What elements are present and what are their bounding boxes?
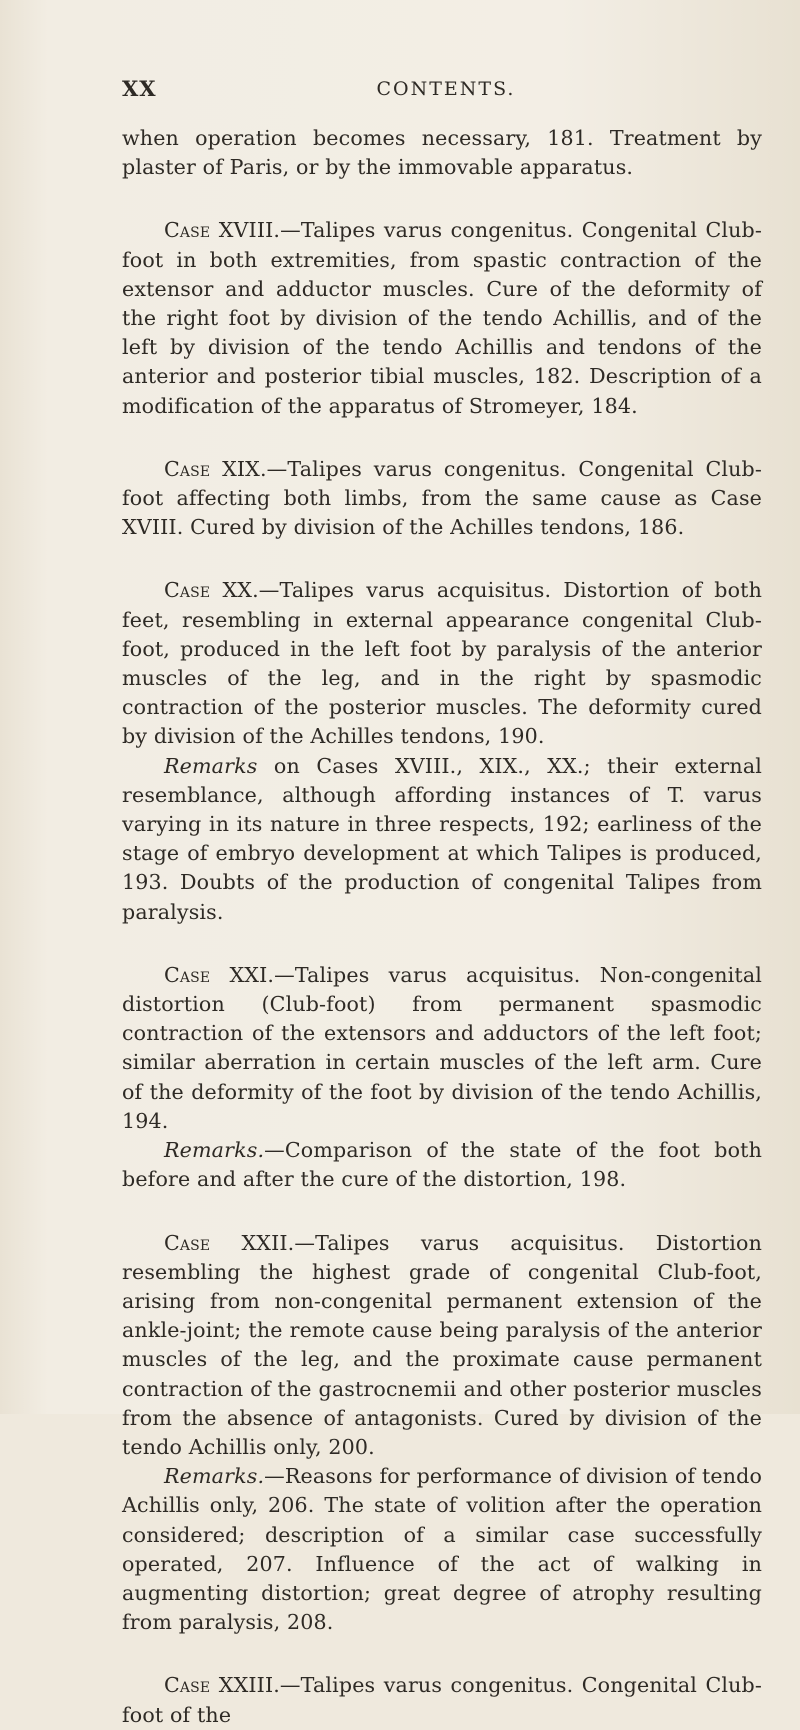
case-entry [122,1229,762,1463]
page-header [122,76,740,106]
case-entry [122,576,762,751]
case-lead: Case [164,1673,211,1698]
case-lead: Case [164,218,211,243]
running-title: CONTENTS. [376,78,516,100]
contents-body [122,124,762,1730]
remarks-entry [122,752,762,927]
case-lead: Case [164,1230,211,1255]
paragraph-text: XVIII.—Talipes varus congenitus. Congenital Club-foot in both extremities, from spastic contraction of the extensor and adductor muscles. Cure of the deformity of the right foot by division of the tendo Achillis, and of the left by division of the tendo Achillis and tendons of the anterior and posterior tibial muscles, 182. Description of a modification of the apparatus of Stromeyer, 184. [122,218,762,418]
case-entry [122,216,762,420]
paragraph-text: XXI.—Talipes varus acquisitus. Non-congenital distortion (Club-foot) from permanent spasmodic contraction of the extensors and adductors of the left foot; similar aberration in certain muscles of the left arm. Cure of the deformity of the foot by division of the tendo Achillis, 194. [122,962,762,1133]
remarks-lead: Remarks. [164,1464,265,1489]
remarks-lead: Remarks [164,753,258,778]
paragraph-text: XIX.—Talipes varus congenitus. Congenital Club-foot affecting both limbs, from the same cause as Case XVIII. Cured by division of the Achilles tendons, 186. [122,456,762,540]
case-lead: Case [164,962,211,987]
paragraph-text: XXIII.—Talipes varus congenitus. Congenital Club-foot of the [122,1673,762,1727]
case-lead: Case [164,456,211,481]
paragraph-text: XXII.—Talipes varus acquisitus. Distortion resembling the highest grade of congenital Club-foot, arising from non-congenital permanent extension of the ankle-joint; the remote cause being paralysis of the anterior muscles of the leg, and the proximate cause permanent contraction of the gastrocnemii and other posterior muscles from the absence of antagonists. Cured by division of the tendo Achillis only, 200. [122,1230,762,1459]
case-entry [122,455,762,543]
paragraph-text: on Cases XVIII., XIX., XX.; their external resemblance, although affording instances of T. varus varying in its nature in three respects, 192; earliness of the stage of embryo development at which Talipes is produced, 193. Doubts of the production of congenital Talipes from paralysis. [122,753,762,924]
paragraph-text: —Reasons for performance of division of tendo Achillis only, 206. The state of volition after the operation considered; description of a similar case successfully operated, 207. Influence of the act of walking in augmenting distortion; great degree of atrophy resulting from paralysis, 208. [122,1464,762,1635]
case-entry [122,961,762,1136]
remarks-lead: Remarks. [164,1138,265,1163]
case-lead: Case [164,578,211,603]
remarks-entry [122,1462,762,1637]
paragraph-text: —Comparison of the state of the foot both before and after the cure of the distortion, 198. [122,1138,762,1192]
case-entry [122,1671,762,1729]
page-number: XX [122,76,157,101]
paragraph-text: when operation becomes necessary, 181. Treatment by plaster of Paris, or by the immovable apparatus. [122,126,762,180]
paragraph-text: XX.—Talipes varus acquisitus. Distortion of both feet, resembling in external appearance congenital Club-foot, produced in the left foot by paralysis of the anterior muscles of the leg, and in the right by spasmodic contraction of the posterior muscles. The deformity cured by division of the Achilles tendons, 190. [122,578,762,749]
remarks-entry [122,1136,762,1194]
paragraph-continuation [122,124,762,182]
